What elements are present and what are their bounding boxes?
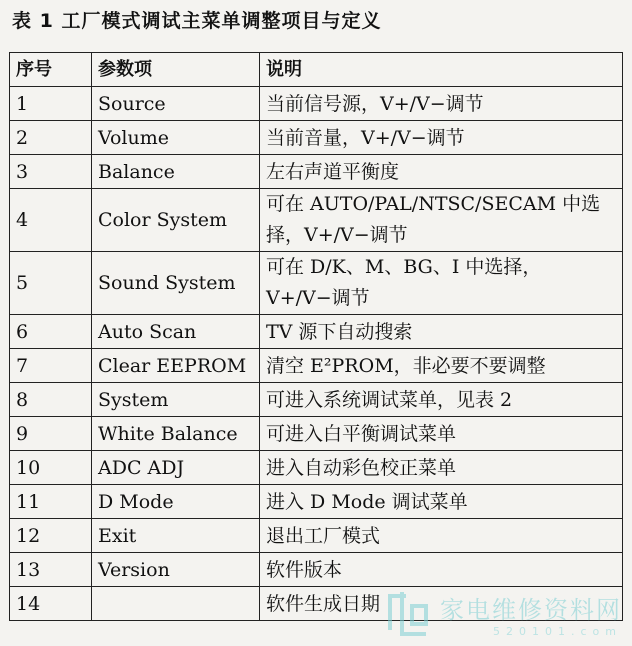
row-description: 进入自动彩色校正菜单: [260, 451, 623, 485]
watermark-url: 520101.com: [493, 625, 622, 638]
row-description: 软件版本: [260, 553, 623, 587]
row-number: 14: [10, 587, 92, 621]
table-header-row: [10, 53, 623, 87]
row-number: 1: [10, 87, 92, 121]
row-number: 8: [10, 383, 92, 417]
row-description: 当前音量，V+/V−调节: [260, 121, 623, 155]
header-number: 序号: [10, 53, 92, 87]
table-row: [10, 383, 623, 417]
row-parameter: White Balance: [92, 417, 260, 451]
row-number: 4: [10, 189, 92, 252]
row-parameter: Color System: [92, 189, 260, 252]
row-description: 进入 D Mode 调试菜单: [260, 485, 623, 519]
row-description: 可进入系统调试菜单，见表 2: [260, 383, 623, 417]
table-row: [10, 485, 623, 519]
table-row: [10, 315, 623, 349]
row-number: 13: [10, 553, 92, 587]
row-parameter: Sound System: [92, 252, 260, 315]
row-description: 清空 E²PROM，非必要不要调整: [260, 349, 623, 383]
row-parameter: System: [92, 383, 260, 417]
row-description: 左右声道平衡度: [260, 155, 623, 189]
row-description: 软件生成日期: [260, 587, 623, 621]
row-parameter: Clear EEPROM: [92, 349, 260, 383]
row-description: 当前信号源，V+/V−调节: [260, 87, 623, 121]
row-number: 12: [10, 519, 92, 553]
row-parameter: Version: [92, 553, 260, 587]
row-number: 2: [10, 121, 92, 155]
table-row: [10, 87, 623, 121]
watermark-text: 家电维修资料网: [440, 596, 622, 624]
row-number: 11: [10, 485, 92, 519]
table-row: [10, 189, 623, 252]
row-parameter: Source: [92, 87, 260, 121]
row-number: 10: [10, 451, 92, 485]
table-row: [10, 121, 623, 155]
row-number: 9: [10, 417, 92, 451]
page-title: 表 1 工厂模式调试主菜单调整项目与定义: [12, 10, 382, 32]
row-number: 7: [10, 349, 92, 383]
table-row: [10, 519, 623, 553]
row-parameter: Exit: [92, 519, 260, 553]
table-row: [10, 553, 623, 587]
row-parameter: ADC ADJ: [92, 451, 260, 485]
row-description: 可进入白平衡调试菜单: [260, 417, 623, 451]
row-parameter: Volume: [92, 121, 260, 155]
row-parameter: [92, 587, 260, 621]
table-row: [10, 252, 623, 315]
table-row: [10, 587, 623, 621]
table-row: [10, 349, 623, 383]
row-description: 可在 AUTO/PAL/NTSC/SECAM 中选择，V+/V−调节: [260, 189, 623, 252]
settings-table: [9, 52, 623, 621]
row-parameter: D Mode: [92, 485, 260, 519]
row-description: 可在 D/K、M、BG、I 中选择，V+/V−调节: [260, 252, 623, 315]
row-parameter: Auto Scan: [92, 315, 260, 349]
table-row: [10, 451, 623, 485]
row-number: 6: [10, 315, 92, 349]
row-parameter: Balance: [92, 155, 260, 189]
table-row: [10, 155, 623, 189]
header-description: 说明: [260, 53, 623, 87]
table-row: [10, 417, 623, 451]
row-number: 3: [10, 155, 92, 189]
header-parameter: 参数项: [92, 53, 260, 87]
row-number: 5: [10, 252, 92, 315]
row-description: 退出工厂模式: [260, 519, 623, 553]
row-description: TV 源下自动搜索: [260, 315, 623, 349]
